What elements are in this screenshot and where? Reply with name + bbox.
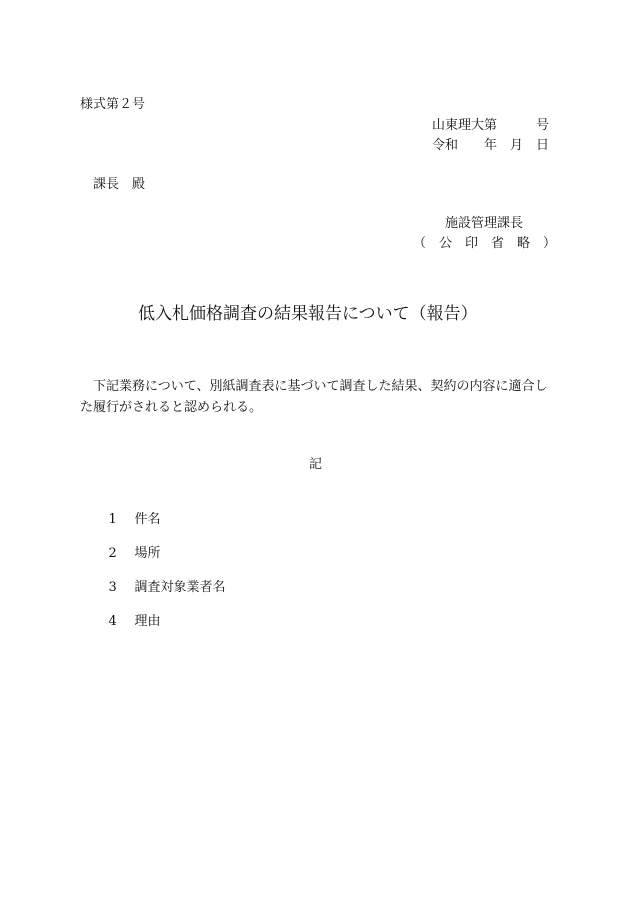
item-label: 調査対象業者名: [134, 580, 226, 595]
seal-omitted-note: （ 公 印 省 略 ）: [413, 236, 557, 251]
item-number: 1: [108, 512, 117, 527]
item-number: 4: [108, 614, 117, 629]
date-line: 令和 年 月 日: [432, 138, 550, 153]
item-label: 場所: [134, 546, 161, 561]
sender-title: 施設管理課長: [445, 216, 524, 231]
addressee: 課長 殿: [93, 177, 146, 192]
body-paragraph: 下記業務について、別紙調査表に基づいて調査した結果、契約の内容に適合した履行がされると認められる。: [80, 379, 548, 415]
ki-label: 記: [309, 457, 323, 472]
form-number: 様式第２号: [80, 97, 146, 112]
item-number: 3: [108, 580, 117, 595]
item-label: 件名: [134, 512, 161, 527]
list-item: [92, 598, 161, 646]
item-label: 理由: [134, 614, 161, 629]
document-title: 低入札価格調査の結果報告について（報告）: [138, 304, 478, 324]
reference-number: 山東理大第 号: [432, 118, 550, 133]
item-number: 2: [108, 546, 117, 561]
